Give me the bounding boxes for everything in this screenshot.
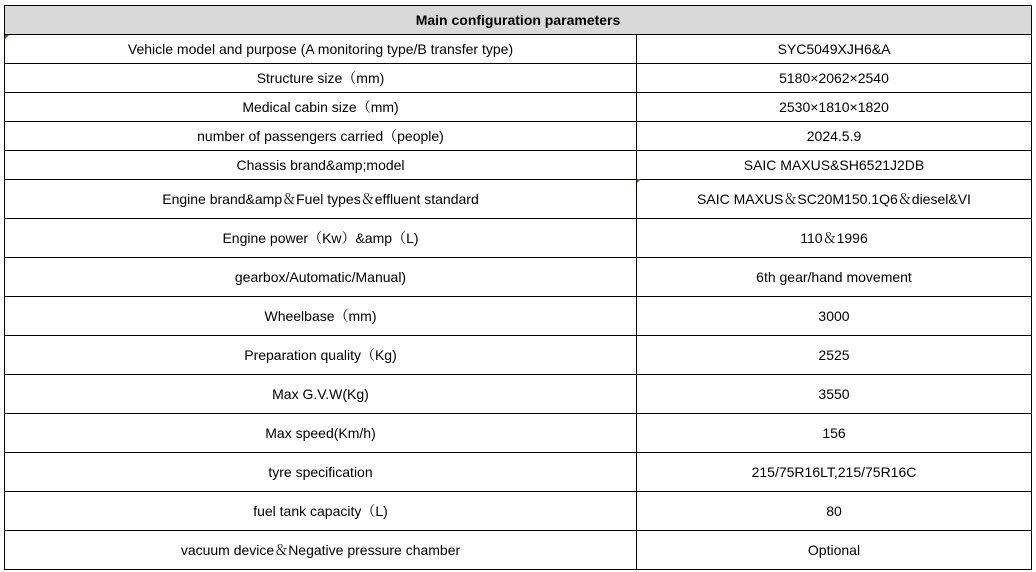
table-row	[5, 35, 1032, 64]
parameter-label: Engine power（Kw）&amp（L)	[5, 219, 637, 258]
configuration-table	[4, 5, 1032, 570]
parameter-value: 156	[637, 414, 1032, 453]
parameter-value: 5180×2062×2540	[637, 64, 1032, 93]
parameter-value: 6th gear/hand movement	[637, 258, 1032, 297]
table-row	[5, 492, 1032, 531]
parameter-label: number of passengers carried（people)	[5, 122, 637, 151]
parameter-label: Vehicle model and purpose (A monitoring type/B transfer type)	[5, 35, 637, 64]
parameter-label: gearbox/Automatic/Manual)	[5, 258, 637, 297]
parameter-value: 2024.5.9	[637, 122, 1032, 151]
table-row	[5, 258, 1032, 297]
parameter-label: Preparation quality（Kg)	[5, 336, 637, 375]
parameter-value: SYC5049XJH6&A	[637, 35, 1032, 64]
parameter-label: vacuum device＆Negative pressure chamber	[5, 531, 637, 570]
table-row	[5, 122, 1032, 151]
parameter-label: Chassis brand&amp;model	[5, 151, 637, 180]
table-header-row	[5, 6, 1032, 35]
table-row	[5, 375, 1032, 414]
table-row	[5, 151, 1032, 180]
parameter-value: 2530×1810×1820	[637, 93, 1032, 122]
parameter-value: 3550	[637, 375, 1032, 414]
table-row	[5, 219, 1032, 258]
parameter-label: Max speed(Km/h)	[5, 414, 637, 453]
table-row	[5, 336, 1032, 375]
parameter-label: tyre specification	[5, 453, 637, 492]
parameter-value: 215/75R16LT,215/75R16C	[637, 453, 1032, 492]
parameter-label: fuel tank capacity（L)	[5, 492, 637, 531]
table-row	[5, 453, 1032, 492]
parameter-label: Engine brand&amp＆Fuel types＆effluent standard	[5, 180, 637, 219]
parameter-value: SAIC MAXUS＆SC20M150.1Q6＆diesel&VI	[637, 180, 1032, 219]
parameter-label: Structure size（mm)	[5, 64, 637, 93]
parameter-value: 2525	[637, 336, 1032, 375]
parameter-value: 3000	[637, 297, 1032, 336]
table-row	[5, 93, 1032, 122]
table-title: Main configuration parameters	[5, 6, 1032, 35]
table-row	[5, 414, 1032, 453]
parameter-label: Wheelbase（mm)	[5, 297, 637, 336]
table-row	[5, 297, 1032, 336]
parameter-label: Max G.V.W(Kg)	[5, 375, 637, 414]
parameter-value: SAIC MAXUS&SH6521J2DB	[637, 151, 1032, 180]
table-row	[5, 180, 1032, 219]
parameter-label: Medical cabin size（mm)	[5, 93, 637, 122]
parameter-value: 110＆1996	[637, 219, 1032, 258]
cell-marker-icon	[637, 179, 641, 183]
table-row	[5, 64, 1032, 93]
parameter-value: 80	[637, 492, 1032, 531]
parameter-value: Optional	[637, 531, 1032, 570]
table-row	[5, 531, 1032, 570]
cell-marker-icon	[5, 35, 9, 39]
